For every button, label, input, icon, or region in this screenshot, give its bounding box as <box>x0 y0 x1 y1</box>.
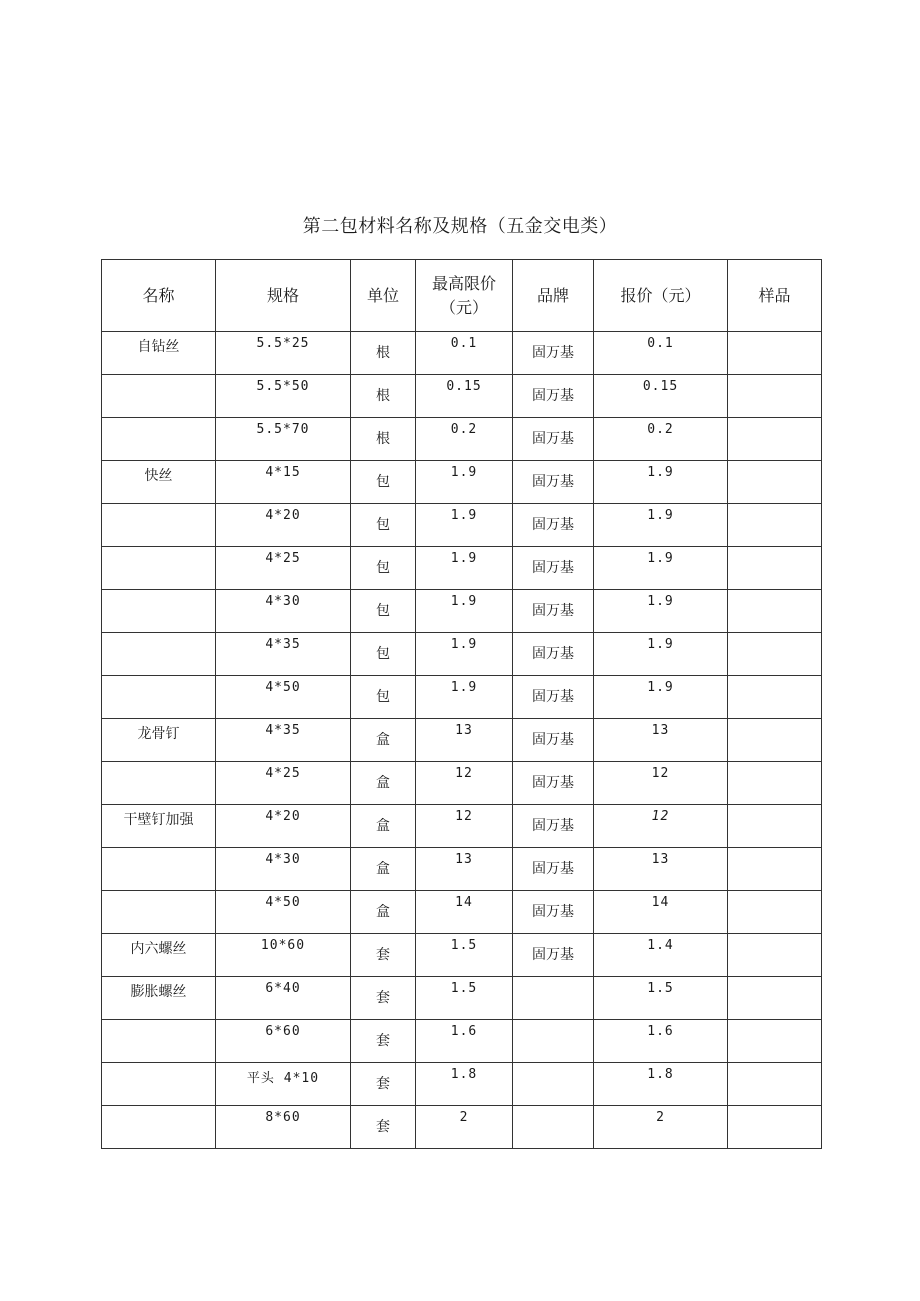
cell-price-limit: 14 <box>416 891 513 934</box>
cell-unit: 套 <box>351 1020 416 1063</box>
cell-price-limit: 0.1 <box>416 332 513 375</box>
cell-quote: 1.5 <box>594 977 728 1020</box>
cell-brand: 固万基 <box>513 375 594 418</box>
table-row <box>102 891 822 934</box>
cell-brand: 固万基 <box>513 547 594 590</box>
cell-sample <box>728 977 822 1020</box>
cell-sample <box>728 375 822 418</box>
header-sample: 样品 <box>728 260 822 332</box>
table-row <box>102 1063 822 1106</box>
table-row <box>102 762 822 805</box>
cell-sample <box>728 418 822 461</box>
cell-unit: 套 <box>351 1063 416 1106</box>
cell-unit: 包 <box>351 590 416 633</box>
cell-sample <box>728 1020 822 1063</box>
cell-unit: 包 <box>351 676 416 719</box>
cell-brand <box>513 1063 594 1106</box>
header-spec: 规格 <box>216 260 351 332</box>
cell-spec: 5.5*70 <box>216 418 351 461</box>
cell-price-limit: 2 <box>416 1106 513 1149</box>
table-row <box>102 375 822 418</box>
cell-brand: 固万基 <box>513 805 594 848</box>
cell-spec: 4*20 <box>216 805 351 848</box>
cell-sample <box>728 676 822 719</box>
cell-quote: 14 <box>594 891 728 934</box>
cell-price-limit: 1.9 <box>416 590 513 633</box>
cell-price-limit: 1.9 <box>416 676 513 719</box>
cell-sample <box>728 762 822 805</box>
cell-quote: 12 <box>594 805 728 848</box>
cell-price-limit: 1.9 <box>416 504 513 547</box>
cell-spec: 4*50 <box>216 676 351 719</box>
header-price-limit-line2: （元） <box>439 297 488 317</box>
header-brand: 品牌 <box>513 260 594 332</box>
cell-sample <box>728 590 822 633</box>
cell-brand: 固万基 <box>513 934 594 977</box>
cell-name <box>102 891 216 934</box>
cell-quote: 12 <box>594 762 728 805</box>
cell-brand: 固万基 <box>513 332 594 375</box>
cell-quote: 13 <box>594 719 728 762</box>
cell-quote: 1.9 <box>594 461 728 504</box>
table-row <box>102 1106 822 1149</box>
cell-sample <box>728 461 822 504</box>
header-unit: 单位 <box>351 260 416 332</box>
cell-name <box>102 676 216 719</box>
cell-unit: 盒 <box>351 719 416 762</box>
cell-price-limit: 1.8 <box>416 1063 513 1106</box>
cell-name <box>102 547 216 590</box>
cell-quote: 1.9 <box>594 547 728 590</box>
cell-unit: 盒 <box>351 805 416 848</box>
cell-brand: 固万基 <box>513 848 594 891</box>
cell-quote: 0.15 <box>594 375 728 418</box>
header-price-limit <box>416 260 513 332</box>
cell-price-limit: 0.2 <box>416 418 513 461</box>
table-row <box>102 504 822 547</box>
table-body <box>102 332 822 1149</box>
cell-unit: 套 <box>351 977 416 1020</box>
cell-name <box>102 375 216 418</box>
cell-quote: 1.9 <box>594 504 728 547</box>
header-quote: 报价（元） <box>594 260 728 332</box>
cell-name <box>102 848 216 891</box>
cell-price-limit: 12 <box>416 805 513 848</box>
cell-brand: 固万基 <box>513 891 594 934</box>
cell-unit: 包 <box>351 504 416 547</box>
cell-sample <box>728 719 822 762</box>
cell-name <box>102 633 216 676</box>
cell-quote: 13 <box>594 848 728 891</box>
cell-name: 快丝 <box>102 461 216 504</box>
cell-price-limit: 1.6 <box>416 1020 513 1063</box>
table-row <box>102 719 822 762</box>
table-row <box>102 590 822 633</box>
cell-spec: 6*40 <box>216 977 351 1020</box>
cell-spec: 8*60 <box>216 1106 351 1149</box>
cell-spec: 4*50 <box>216 891 351 934</box>
cell-sample <box>728 805 822 848</box>
cell-sample <box>728 891 822 934</box>
cell-spec: 4*15 <box>216 461 351 504</box>
cell-quote: 0.2 <box>594 418 728 461</box>
cell-name: 内六螺丝 <box>102 934 216 977</box>
table-row <box>102 461 822 504</box>
header-price-limit-line1: 最高限价 <box>431 273 496 293</box>
cell-quote: 0.1 <box>594 332 728 375</box>
table-row <box>102 676 822 719</box>
cell-brand: 固万基 <box>513 461 594 504</box>
table-row <box>102 418 822 461</box>
cell-unit: 根 <box>351 418 416 461</box>
cell-brand: 固万基 <box>513 504 594 547</box>
cell-brand: 固万基 <box>513 719 594 762</box>
cell-brand <box>513 1020 594 1063</box>
cell-name <box>102 1106 216 1149</box>
cell-name <box>102 1063 216 1106</box>
cell-unit: 套 <box>351 934 416 977</box>
table-row <box>102 633 822 676</box>
cell-brand: 固万基 <box>513 633 594 676</box>
cell-name <box>102 1020 216 1063</box>
cell-price-limit: 12 <box>416 762 513 805</box>
cell-name <box>102 590 216 633</box>
cell-name: 自钻丝 <box>102 332 216 375</box>
table-row <box>102 934 822 977</box>
cell-sample <box>728 1063 822 1106</box>
cell-unit: 盒 <box>351 891 416 934</box>
cell-unit: 根 <box>351 332 416 375</box>
cell-unit: 套 <box>351 1106 416 1149</box>
cell-price-limit: 0.15 <box>416 375 513 418</box>
cell-quote: 1.9 <box>594 590 728 633</box>
cell-brand: 固万基 <box>513 676 594 719</box>
cell-sample <box>728 934 822 977</box>
cell-brand: 固万基 <box>513 762 594 805</box>
cell-spec: 5.5*50 <box>216 375 351 418</box>
cell-spec: 4*20 <box>216 504 351 547</box>
cell-sample <box>728 547 822 590</box>
table-row <box>102 1020 822 1063</box>
table-row <box>102 977 822 1020</box>
cell-quote: 1.9 <box>594 676 728 719</box>
cell-price-limit: 13 <box>416 719 513 762</box>
materials-price-table <box>101 259 822 1149</box>
cell-spec: 6*60 <box>216 1020 351 1063</box>
cell-spec: 4*30 <box>216 590 351 633</box>
cell-sample <box>728 332 822 375</box>
cell-name <box>102 504 216 547</box>
document-title: 第二包材料名称及规格（五金交电类） <box>302 216 618 237</box>
cell-price-limit: 1.5 <box>416 934 513 977</box>
cell-price-limit: 13 <box>416 848 513 891</box>
cell-price-limit: 1.9 <box>416 461 513 504</box>
cell-unit: 包 <box>351 461 416 504</box>
table-row <box>102 805 822 848</box>
cell-spec: 4*30 <box>216 848 351 891</box>
cell-brand: 固万基 <box>513 418 594 461</box>
cell-name: 干壁钉加强 <box>102 805 216 848</box>
cell-sample <box>728 633 822 676</box>
cell-spec: 5.5*25 <box>216 332 351 375</box>
cell-unit: 包 <box>351 547 416 590</box>
cell-sample <box>728 848 822 891</box>
cell-quote: 1.9 <box>594 633 728 676</box>
cell-spec: 4*25 <box>216 762 351 805</box>
cell-quote: 1.8 <box>594 1063 728 1106</box>
header-name: 名称 <box>102 260 216 332</box>
cell-quote: 1.4 <box>594 934 728 977</box>
table-row <box>102 848 822 891</box>
table-row <box>102 332 822 375</box>
cell-price-limit: 1.9 <box>416 633 513 676</box>
cell-name: 龙骨钉 <box>102 719 216 762</box>
cell-spec: 4*25 <box>216 547 351 590</box>
cell-name: 膨胀螺丝 <box>102 977 216 1020</box>
cell-unit: 包 <box>351 633 416 676</box>
cell-spec: 4*35 <box>216 719 351 762</box>
table-row <box>102 547 822 590</box>
cell-quote: 2 <box>594 1106 728 1149</box>
table-header-row <box>102 260 822 332</box>
cell-unit: 盒 <box>351 762 416 805</box>
cell-spec: 平头 4*10 <box>216 1063 351 1106</box>
cell-sample <box>728 1106 822 1149</box>
cell-unit: 根 <box>351 375 416 418</box>
cell-quote: 1.6 <box>594 1020 728 1063</box>
cell-unit: 盒 <box>351 848 416 891</box>
cell-name <box>102 762 216 805</box>
cell-brand <box>513 1106 594 1149</box>
cell-price-limit: 1.5 <box>416 977 513 1020</box>
cell-name <box>102 418 216 461</box>
cell-brand <box>513 977 594 1020</box>
cell-spec: 10*60 <box>216 934 351 977</box>
cell-sample <box>728 504 822 547</box>
cell-spec: 4*35 <box>216 633 351 676</box>
cell-brand: 固万基 <box>513 590 594 633</box>
cell-price-limit: 1.9 <box>416 547 513 590</box>
